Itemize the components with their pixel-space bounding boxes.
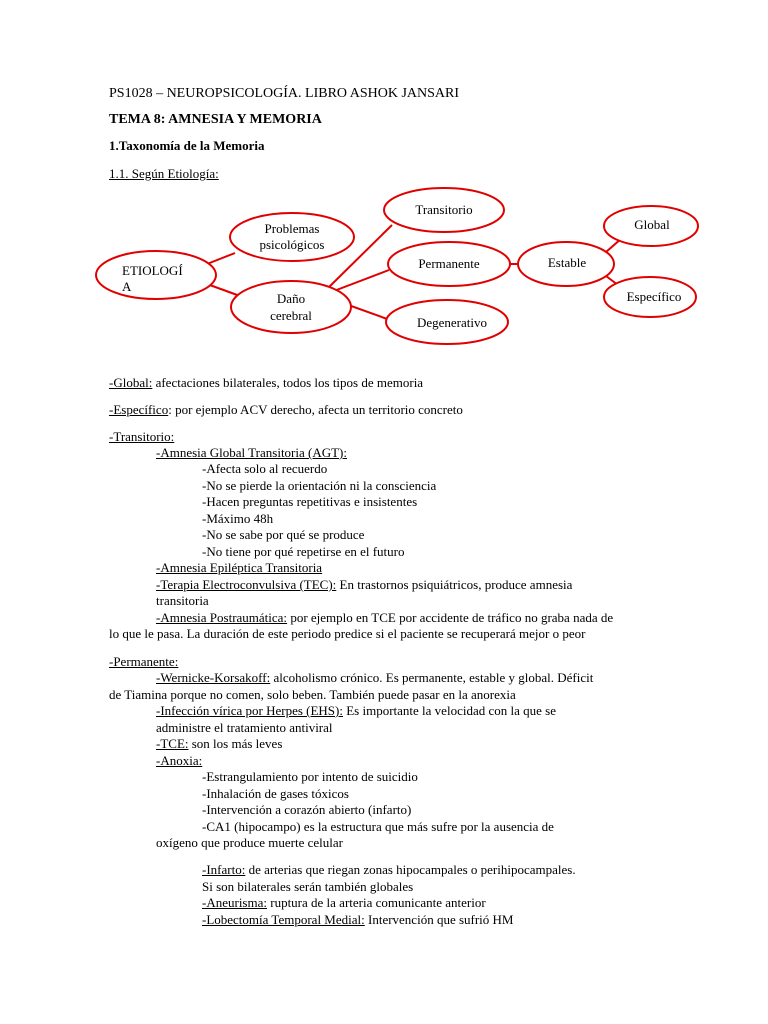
anoxia-heading: -Anoxia: (156, 753, 203, 768)
lobectomia-entry (202, 912, 514, 928)
anoxia-item: -Intervención a corazón abierto (infarto) (202, 802, 412, 817)
tec-label: -Terapia Electroconvulsiva (TEC): (156, 577, 337, 592)
lobectomia-label: -Lobectomía Temporal Medial: (202, 912, 365, 927)
etiology-diagram (0, 0, 768, 360)
aneurisma-text: ruptura de la arteria comunicante anterior (266, 895, 486, 910)
global-definition (109, 375, 423, 391)
especifico-definition (109, 402, 463, 418)
edge-root-problemas (207, 253, 235, 264)
node-degenerativo-label: Degenerativo (416, 315, 488, 330)
wk-text: alcoholismo crónico. Es permanente, estable y global. Déficit (270, 670, 594, 685)
agt-item: -No tiene por qué repetirse en el futuro (202, 544, 405, 559)
agt-item: -Máximo 48h (202, 511, 274, 526)
infarto-text: de arterias que riegan zonas hipocampales o perihipocampales. (245, 862, 576, 877)
tec-text: En trastornos psiquiátricos, produce amnesia (336, 577, 573, 592)
tce-text: son los más leves (188, 736, 283, 751)
node-global-label: Global (634, 217, 670, 232)
edge-root-dano (207, 284, 240, 296)
epileptica-heading: -Amnesia Epiléptica Transitoria (156, 560, 323, 575)
postraumatica-text-cont: lo que le pasa. La duración de este periodo predice si el paciente se recuperará mejor o peor (109, 626, 586, 641)
agt-item: -Afecta solo al recuerdo (202, 461, 328, 476)
lobectomia-text: Intervención que sufrió HM (364, 912, 514, 927)
node-permanente-label: Permanente (418, 256, 480, 271)
node-problemas-label-1: Problemas (264, 221, 320, 236)
course-title: PS1028 – NEUROPSICOLOGÍA. LIBRO ASHOK JANSARI (109, 86, 460, 101)
infarto-entry (202, 862, 576, 878)
node-transitorio-label: Transitorio (415, 202, 473, 217)
anoxia-item: -Inhalación de gases tóxicos (202, 786, 349, 801)
tce-entry (156, 736, 282, 752)
anoxia-item: -Estrangulamiento por intento de suicidio (202, 769, 418, 784)
postraumatica-text: por ejemplo en TCE por accidente de tráfico no graba nada de (287, 610, 614, 625)
global-text: afectaciones bilaterales, todos los tipos de memoria (152, 375, 424, 390)
infarto-text-cont: Si son bilaterales serán también globales (202, 879, 414, 894)
especifico-label: -Específico (109, 402, 169, 417)
permanente-heading: -Permanente: (109, 654, 179, 669)
herpes-label: -Infección vírica por Herpes (EHS): (156, 703, 343, 718)
agt-item: -Hacen preguntas repetitivas e insistentes (202, 494, 418, 509)
tec-entry (156, 577, 572, 593)
node-etiologia-label-1: ETIOLOGÍ (122, 263, 183, 278)
subsection-title: 1.1. Según Etiología: (109, 166, 219, 181)
wk-text-cont: de Tiamina porque no comen, solo beben. También puede pasar en la anorexia (109, 687, 516, 702)
postraumatica-label: -Amnesia Postraumática: (156, 610, 288, 625)
postraumatica-entry (156, 610, 613, 626)
agt-heading: -Amnesia Global Transitoria (AGT): (156, 445, 348, 460)
node-dano-cerebral (231, 281, 351, 333)
anoxia-item: -CA1 (hipocampo) es la estructura que más sufre por la ausencia de (202, 819, 554, 834)
agt-item: -No se sabe por qué se produce (202, 527, 365, 542)
global-label: -Global: (109, 375, 153, 390)
herpes-text: Es importante la velocidad con la que se (342, 703, 556, 718)
herpes-entry (156, 703, 556, 719)
node-estable-label: Estable (547, 255, 587, 270)
anoxia-text-cont: oxígeno que produce muerte celular (156, 835, 343, 850)
especifico-text: : por ejemplo ACV derecho, afecta un territorio concreto (168, 402, 463, 417)
tec-text-cont: transitoria (156, 593, 209, 608)
node-etiologia-label-2: A (122, 279, 132, 294)
node-problemas-label-2: psicológicos (259, 237, 325, 252)
node-especifico-label: Específico (626, 289, 682, 304)
herpes-text-cont: administre el tratamiento antiviral (156, 720, 333, 735)
transitorio-heading: -Transitorio: (109, 429, 175, 444)
node-dano-label-1: Daño (276, 291, 306, 306)
node-dano-label-2: cerebral (270, 308, 312, 323)
infarto-label: -Infarto: (202, 862, 246, 877)
wk-label: -Wernicke-Korsakoff: (156, 670, 271, 685)
agt-item: -No se pierde la orientación ni la consciencia (202, 478, 437, 493)
section-title: 1.Taxonomía de la Memoria (109, 138, 265, 153)
tce-label: -TCE: (156, 736, 189, 751)
wk-entry (156, 670, 593, 686)
topic-title: TEMA 8: AMNESIA Y MEMORIA (109, 112, 322, 127)
aneurisma-label: -Aneurisma: (202, 895, 267, 910)
aneurisma-entry (202, 895, 486, 911)
